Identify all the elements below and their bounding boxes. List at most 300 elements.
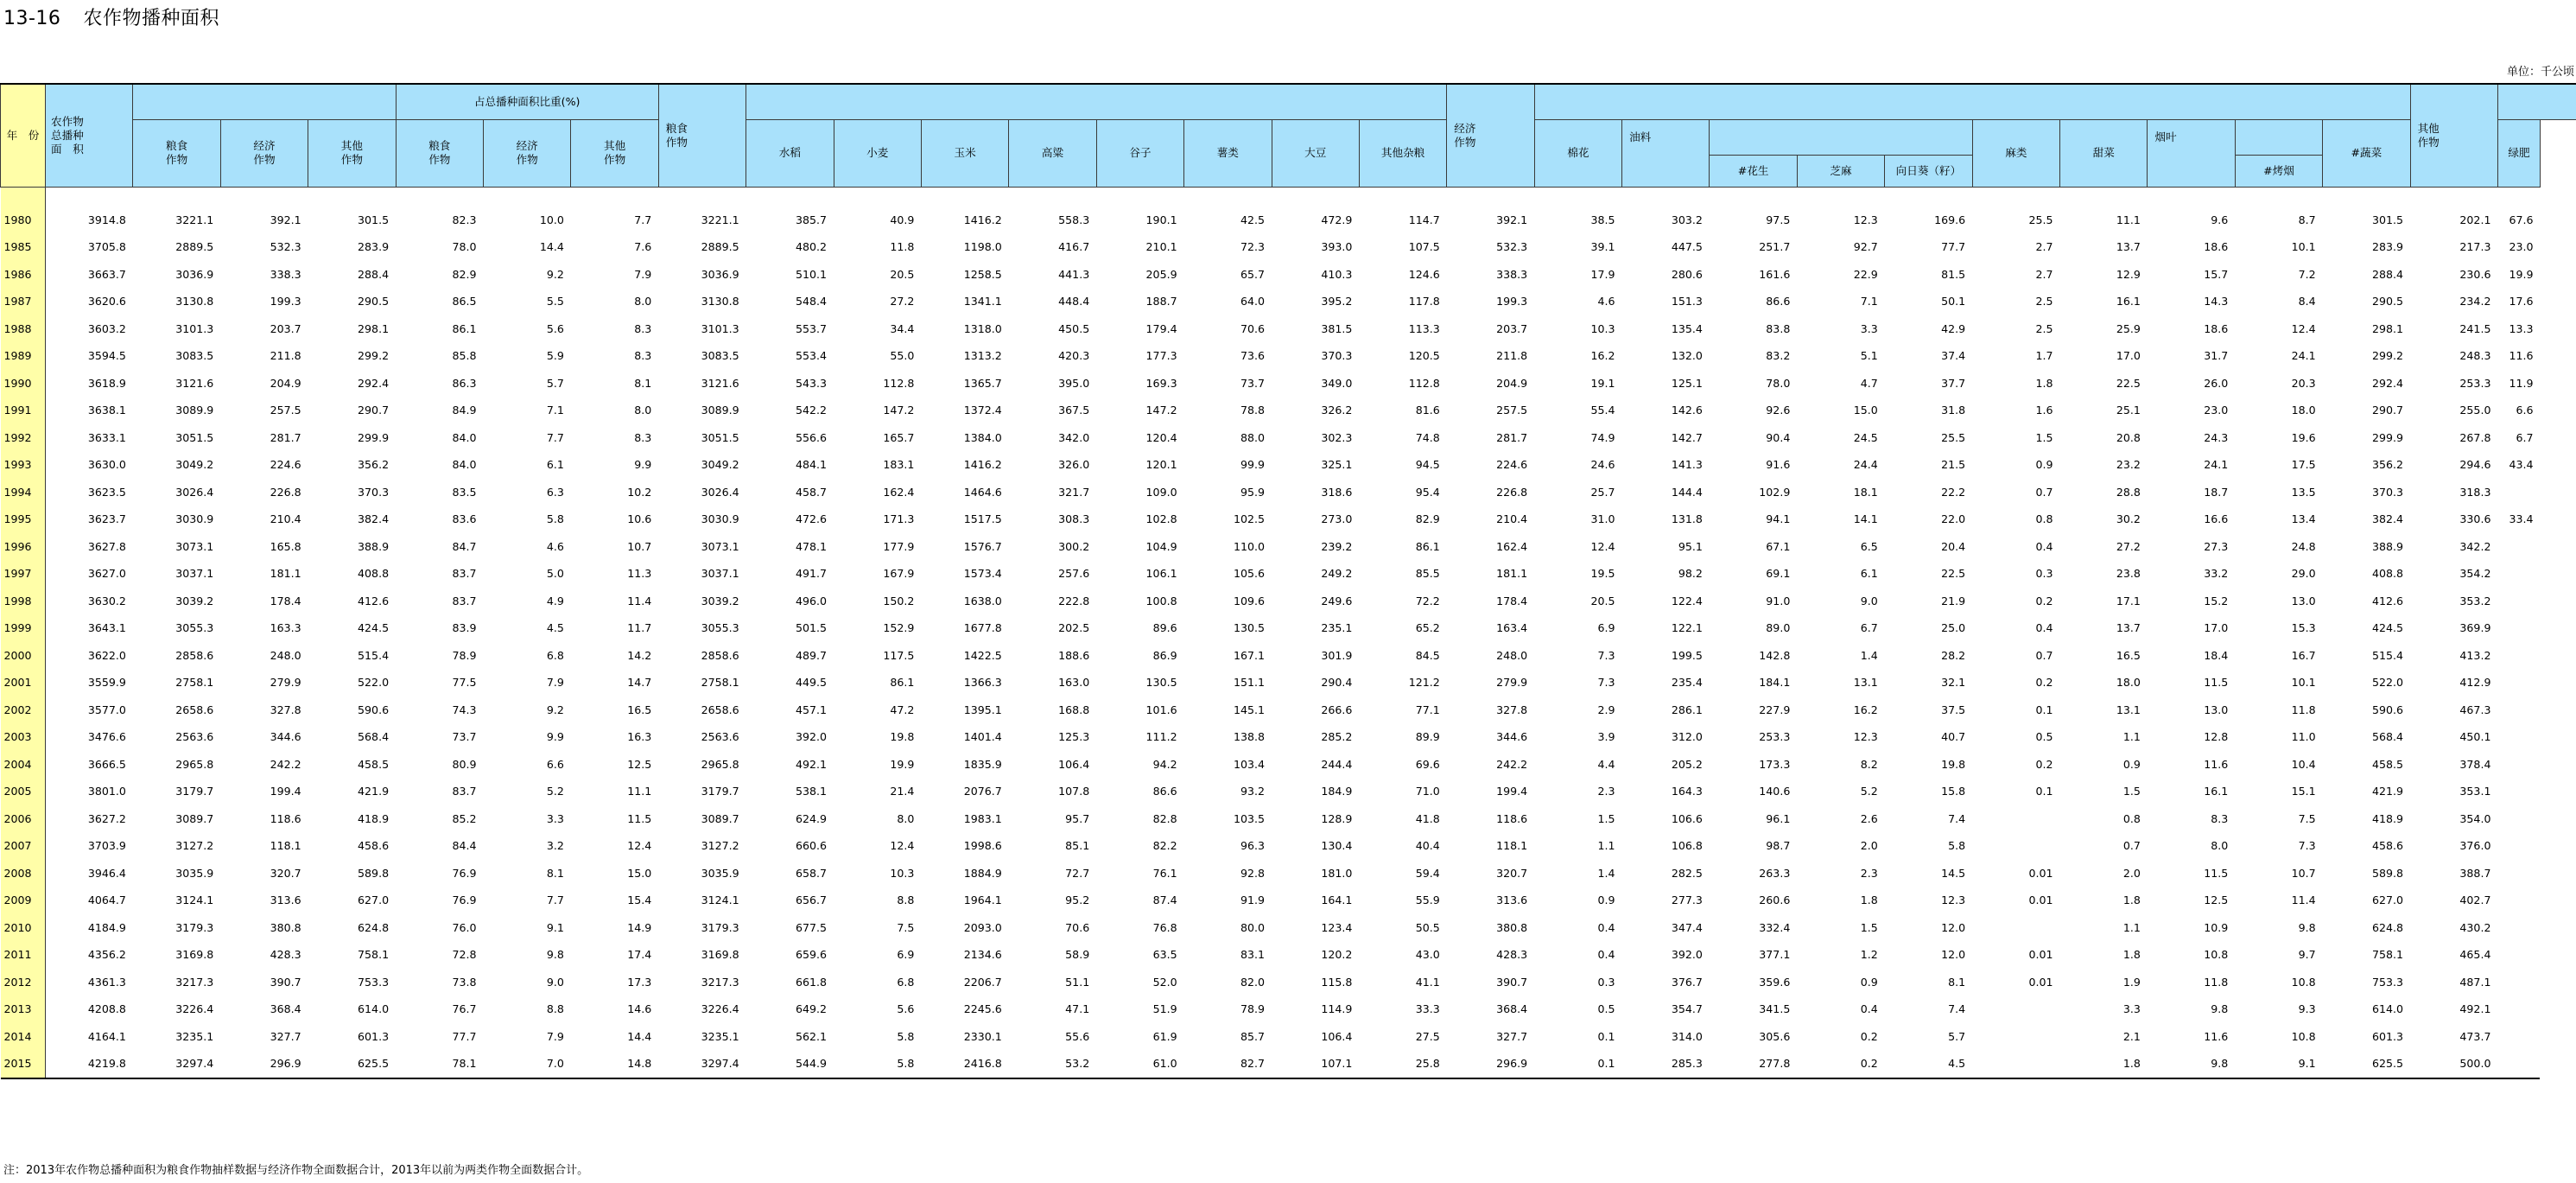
table-cell: 147.2: [1145, 404, 1177, 417]
table-cell: 179.4: [1145, 321, 1177, 335]
table-cell: 94.1: [1766, 512, 1791, 526]
table-row: [1, 288, 2576, 315]
table-cell: 0.1: [2035, 785, 2053, 798]
table-cell: 285.3: [1622, 1050, 1710, 1078]
table-cell: 489.7: [795, 648, 828, 662]
table-cell: 11.6: [2509, 349, 2534, 363]
table-cell: 165.7: [883, 430, 915, 444]
table-cell: 95.1: [1678, 539, 1703, 553]
table-cell: 226.8: [270, 485, 301, 499]
table-cell: 2965.8: [175, 757, 214, 771]
table-cell: 1.8: [2060, 1050, 2148, 1078]
table-cell: 4184.9: [87, 920, 126, 934]
table-cell: 273.0: [1321, 512, 1353, 526]
table-cell: 2889.5: [175, 240, 214, 254]
table-cell: 25.1: [2116, 404, 2141, 417]
table-cell: [2497, 778, 2540, 805]
table-cell: 21.5: [1941, 458, 1966, 472]
table-cell: 2.0: [1860, 839, 1878, 853]
table-cell: 98.7: [1766, 839, 1791, 853]
table-cell: 2.3: [1597, 785, 1615, 798]
table-cell: 10.9: [2204, 920, 2229, 934]
table-cell: 130.5: [1233, 621, 1265, 635]
table-cell: 3801.0: [87, 785, 126, 798]
table-cell: 16.7: [2291, 648, 2316, 662]
table-cell: 15.3: [2291, 621, 2316, 635]
table-cell: 299.2: [2372, 349, 2404, 363]
table-cell: 388.7: [2459, 866, 2491, 880]
table-cell: 17.9: [1590, 267, 1615, 281]
table-cell: 359.6: [1759, 975, 1791, 989]
year-cell: 2001: [1, 669, 46, 696]
table-cell: 1198.0: [963, 240, 1002, 254]
table-cell: 8.8: [546, 1002, 564, 1016]
header-grain: 粮食 作物: [133, 119, 220, 187]
table-cell: [2497, 560, 2540, 588]
table-cell: 20.3: [2291, 376, 2316, 390]
table-cell: 589.8: [358, 866, 390, 880]
table-cell: 257.5: [270, 404, 301, 417]
year-cell: 2009: [1, 887, 46, 914]
table-cell: 165.8: [270, 539, 301, 553]
table-cell: 70.6: [1240, 321, 1265, 335]
header-grain2: 粮食 作物: [658, 84, 746, 187]
table-cell: 86.1: [1415, 539, 1440, 553]
table-cell: 2206.7: [963, 975, 1002, 989]
table-cell: 83.7: [452, 594, 477, 607]
table-title: [3, 3, 219, 30]
table-cell: 11.4: [2291, 894, 2316, 907]
table-cell: 13.1: [2116, 703, 2141, 716]
table-cell: 86.6: [1766, 295, 1791, 308]
table-cell: 74.3: [452, 703, 477, 716]
table-cell: 205.2: [1671, 757, 1703, 771]
table-cell: 1.7: [2035, 349, 2053, 363]
table-cell: 279.9: [1496, 676, 1528, 690]
table-cell: 3914.8: [87, 213, 126, 226]
table-cell: 614.0: [2372, 1002, 2404, 1016]
table-cell: 1341.1: [963, 295, 1002, 308]
table-cell: 11.1: [627, 785, 652, 798]
table-cell: 301.5: [358, 213, 390, 226]
table-cell: 12.5: [2204, 894, 2229, 907]
table-cell: 47.2: [890, 703, 915, 716]
table-cell: 2134.6: [963, 948, 1002, 962]
table-cell: 290.4: [1321, 676, 1353, 690]
table-cell: 84.0: [452, 430, 477, 444]
table-cell: 67.1: [1766, 539, 1791, 553]
table-cell: 31.7: [2204, 349, 2229, 363]
table-cell: 542.2: [795, 404, 828, 417]
table-cell: [2497, 1050, 2540, 1078]
table-cell: 1395.1: [963, 703, 1002, 716]
table-cell: 2245.6: [963, 1002, 1002, 1016]
table-cell: 368.4: [270, 1002, 301, 1016]
table-cell: 125.3: [1058, 730, 1090, 744]
table-cell: 285.2: [1321, 730, 1353, 744]
table-cell: 92.7: [1853, 240, 1878, 254]
table-cell: 199.4: [270, 785, 301, 798]
table-cell: 65.2: [1415, 621, 1440, 635]
table-cell: 10.0: [539, 213, 564, 226]
table-cell: 11.6: [2204, 1029, 2229, 1043]
table-cell: 5.6: [897, 1002, 915, 1016]
table-cell: 8.0: [2211, 839, 2229, 853]
table-cell: 0.4: [1860, 1002, 1878, 1016]
table-cell: 320.7: [1496, 866, 1528, 880]
table-cell: 17.4: [627, 948, 652, 962]
table-cell: 1.1: [1597, 839, 1615, 853]
table-cell: 3627.8: [87, 539, 126, 553]
table-cell: 6.9: [1597, 621, 1615, 635]
table-cell: 458.5: [358, 757, 390, 771]
table-cell: 16.3: [627, 730, 652, 744]
table-cell: 19.9: [2509, 267, 2534, 281]
table-cell: 8.0: [634, 295, 652, 308]
table-cell: 50.1: [1941, 295, 1966, 308]
table-cell: 205.9: [1145, 267, 1177, 281]
table-cell: 8.4: [2298, 295, 2316, 308]
table-cell: 117.8: [1408, 295, 1440, 308]
table-cell: 381.5: [1321, 321, 1353, 335]
table-cell: 83.9: [452, 621, 477, 635]
table-cell: 3089.9: [175, 404, 214, 417]
table-row: [1, 914, 2576, 942]
table-cell: 2758.1: [175, 676, 214, 690]
table-cell: 40.9: [890, 213, 915, 226]
table-cell: 8.3: [2211, 811, 2229, 825]
year-cell: 1998: [1, 588, 46, 615]
table-cell: 135.4: [1671, 321, 1703, 335]
table-cell: 418.9: [2372, 811, 2404, 825]
table-cell: 1.1: [2122, 730, 2141, 744]
table-cell: 83.1: [1240, 948, 1265, 962]
table-cell: 1.5: [2122, 785, 2141, 798]
header-tubers: 薯类: [1184, 119, 1272, 187]
table-cell: 288.4: [358, 267, 390, 281]
table-cell: 3603.2: [87, 321, 126, 335]
table-cell: 0.4: [2035, 621, 2053, 635]
table-cell: 661.8: [795, 975, 828, 989]
table-cell: 625.5: [308, 1050, 396, 1078]
table-cell: 1.8: [1860, 894, 1878, 907]
table-cell: 114.7: [1408, 213, 1440, 226]
table-row: [1, 614, 2576, 642]
table-row: [1, 533, 2576, 561]
table-cell: 2563.6: [175, 730, 214, 744]
table-cell: 106.4: [1321, 1029, 1353, 1043]
table-cell: 303.2: [1671, 213, 1703, 226]
table-cell: 40.4: [1415, 839, 1440, 853]
table-cell: 562.1: [795, 1029, 828, 1043]
table-cell: 349.0: [1321, 376, 1353, 390]
table-cell: 6.1: [1860, 567, 1878, 581]
table-cell: 98.2: [1678, 567, 1703, 581]
table-cell: 11.8: [2204, 975, 2229, 989]
table-cell: 4.4: [1597, 757, 1615, 771]
table-cell: 3026.4: [701, 485, 739, 499]
table-cell: 33.4: [2509, 512, 2534, 526]
table-cell: 9.9: [634, 458, 652, 472]
table-cell: 3.2: [546, 839, 564, 853]
table-cell: 478.1: [795, 539, 828, 553]
table-cell: 3121.6: [701, 376, 739, 390]
table-cell: 3946.4: [87, 866, 126, 880]
table-cell: 76.1: [1152, 866, 1177, 880]
table-cell: 3623.7: [87, 512, 126, 526]
table-cell: 382.4: [2372, 512, 2404, 526]
table-cell: 3627.2: [87, 811, 126, 825]
table-cell: 102.5: [1233, 512, 1265, 526]
table-cell: 299.2: [358, 349, 390, 363]
table-cell: 23.8: [2116, 567, 2141, 581]
header-sunflower: 向日葵（籽）: [1885, 155, 1972, 187]
table-cell: 234.2: [2459, 295, 2491, 308]
table-cell: 3124.1: [701, 894, 739, 907]
table-cell: 41.8: [1415, 811, 1440, 825]
table-cell: 2093.0: [963, 920, 1002, 934]
table-cell: 1.1: [2122, 920, 2141, 934]
table-cell: 37.5: [1941, 703, 1966, 716]
table-cell: 13.0: [2204, 703, 2229, 716]
table-cell: 141.3: [1671, 458, 1703, 472]
table-cell: 2.3: [1860, 866, 1878, 880]
unit-label: 单位：千公顷: [2506, 66, 2574, 79]
table-cell: 369.9: [2459, 621, 2491, 635]
table-cell: 63.5: [1152, 948, 1177, 962]
table-cell: 408.8: [358, 567, 390, 581]
table-cell: 1318.0: [963, 321, 1002, 335]
table-cell: 97.5: [1766, 213, 1791, 226]
header-sesame: 芝麻: [1797, 155, 1884, 187]
table-cell: 282.5: [1671, 866, 1703, 880]
table-cell: 7.3: [1597, 648, 1615, 662]
table-cell: 376.7: [1671, 975, 1703, 989]
table-cell: 376.0: [2459, 839, 2491, 853]
table-row: [1, 233, 2576, 261]
table-cell: 388.9: [2372, 539, 2404, 553]
table-cell: 480.2: [795, 240, 828, 254]
table-cell: 64.0: [1240, 295, 1265, 308]
table-cell: 199.3: [1496, 295, 1528, 308]
table-cell: 3638.1: [87, 404, 126, 417]
table-cell: 2.7: [2035, 267, 2053, 281]
table-cell: 1313.2: [963, 349, 1002, 363]
table-cell: 11.6: [2204, 757, 2229, 771]
table-cell: 77.7: [1941, 240, 1966, 254]
table-cell: 11.8: [890, 240, 915, 254]
table-cell: [2497, 588, 2540, 615]
table-cell: 458.6: [2372, 839, 2404, 853]
table-cell: 73.7: [1240, 376, 1265, 390]
table-cell: 347.4: [1671, 920, 1703, 934]
header-peanut: #花生: [1710, 155, 1797, 187]
table-cell: 84.4: [452, 839, 477, 853]
table-cell: 3217.3: [175, 975, 214, 989]
table-cell: 73.8: [452, 975, 477, 989]
table-cell: 458.7: [795, 485, 828, 499]
table-cell: 85.2: [452, 811, 477, 825]
table-cell: 392.0: [795, 730, 828, 744]
table-cell: 300.2: [1058, 539, 1090, 553]
table-cell: 178.4: [270, 594, 301, 607]
header-corn: 玉米: [921, 119, 1008, 187]
table-cell: 1.8: [2122, 894, 2141, 907]
table-cell: 5.6: [546, 321, 564, 335]
table-cell: 43.0: [1415, 948, 1440, 962]
table-cell: 95.4: [1415, 485, 1440, 499]
year-cell: 1987: [1, 288, 46, 315]
table-cell: 2563.6: [701, 730, 739, 744]
table-cell: 86.6: [1152, 785, 1177, 798]
table-cell: 8.8: [897, 894, 915, 907]
table-cell: 177.9: [883, 539, 915, 553]
header-econ2: 经济 作物: [1447, 84, 1534, 187]
table-cell: [2497, 614, 2540, 642]
table-row: [1, 887, 2576, 914]
table-cell: 420.3: [1058, 349, 1090, 363]
table-cell: 244.4: [1321, 757, 1353, 771]
table-cell: 77.5: [452, 676, 477, 690]
table-cell: 14.1: [1853, 512, 1878, 526]
table-cell: 3101.3: [701, 321, 739, 335]
table-cell: 0.2: [1797, 1050, 1884, 1078]
table-cell: 1.6: [2035, 404, 2053, 417]
table-cell: 24.5: [1853, 430, 1878, 444]
table-cell: 510.1: [795, 267, 828, 281]
table-cell: 392.1: [270, 213, 301, 226]
table-cell: [1972, 805, 2059, 833]
year-cell: 1995: [1, 506, 46, 533]
table-cell: 9.9: [546, 730, 564, 744]
table-cell: 188.6: [1058, 648, 1090, 662]
table-cell: 81.6: [1415, 404, 1440, 417]
table-cell: 543.3: [795, 376, 828, 390]
table-cell: 22.2: [1941, 485, 1966, 499]
table-cell: 9.8: [2148, 1050, 2235, 1078]
table-cell: 10.4: [2291, 757, 2316, 771]
table-cell: 758.1: [358, 948, 390, 962]
table-cell: 356.2: [358, 458, 390, 472]
header-millet: 谷子: [1096, 119, 1183, 187]
table-cell: 568.4: [2372, 730, 2404, 744]
table-cell: 3666.5: [87, 757, 126, 771]
table-cell: 2658.6: [701, 703, 739, 716]
table-cell: 123.4: [1321, 920, 1353, 934]
table-cell: 107.8: [1058, 785, 1090, 798]
table-cell: 1998.6: [963, 839, 1002, 853]
table-cell: 1576.7: [963, 539, 1002, 553]
table-cell: 1416.2: [963, 213, 1002, 226]
table-cell: 14.9: [627, 920, 652, 934]
table-cell: 318.6: [1321, 485, 1353, 499]
table-cell: 235.1: [1321, 621, 1353, 635]
table-cell: 24.4: [1853, 458, 1878, 472]
year-cell: 2008: [1, 860, 46, 887]
table-cell: 428.3: [270, 948, 301, 962]
header-other2: 其他 作物: [2410, 84, 2497, 187]
table-cell: 25.7: [1590, 485, 1615, 499]
table-cell: 93.2: [1240, 785, 1265, 798]
table-cell: 242.2: [270, 757, 301, 771]
table-cell: 171.3: [883, 512, 915, 526]
table-cell: 210.1: [1145, 240, 1177, 254]
table-cell: 280.6: [1671, 267, 1703, 281]
table-cell: 94.5: [1415, 458, 1440, 472]
table-cell: 86.1: [890, 676, 915, 690]
table-cell: 5.7: [1948, 1029, 1966, 1043]
table-cell: 80.0: [1240, 920, 1265, 934]
table-cell: 235.4: [1671, 676, 1703, 690]
table-cell: 85.7: [1240, 1029, 1265, 1043]
table-cell: 290.5: [2372, 295, 2404, 308]
table-cell: 8.1: [634, 376, 652, 390]
table-cell: 301.5: [2372, 213, 2404, 226]
table-cell: 69.1: [1766, 567, 1791, 581]
table-cell: 2889.5: [701, 240, 739, 254]
header-wheat: 小麦: [834, 119, 921, 187]
table-cell: 144.4: [1671, 485, 1703, 499]
table-cell: 86.1: [452, 321, 477, 335]
year-cell: 1993: [1, 451, 46, 479]
table-cell: [1972, 1050, 2059, 1078]
table-cell: 13.7: [2116, 621, 2141, 635]
table-cell: 3297.4: [658, 1050, 746, 1078]
table-cell: 120.5: [1408, 349, 1440, 363]
table-cell: 92.8: [1240, 866, 1265, 880]
table-cell: 0.5: [2035, 730, 2053, 744]
table-cell: 408.8: [2372, 567, 2404, 581]
table-cell: 96.1: [1766, 811, 1791, 825]
table-cell: 7.9: [634, 267, 652, 281]
table-cell: 1.5: [1597, 811, 1615, 825]
table-cell: 28.2: [1941, 648, 1966, 662]
table-cell: [2497, 533, 2540, 561]
table-cell: [2497, 723, 2540, 751]
table-cell: 522.0: [358, 676, 390, 690]
table-cell: 203.7: [270, 321, 301, 335]
table-cell: 82.7: [1184, 1050, 1272, 1078]
table-cell: 59.4: [1415, 866, 1440, 880]
table-cell: 354.2: [2459, 567, 2491, 581]
table-row: [1, 832, 2576, 860]
table-cell: 6.8: [897, 975, 915, 989]
table-cell: 121.2: [1408, 676, 1440, 690]
year-cell: 2011: [1, 941, 46, 969]
header-blank-2: [746, 84, 1447, 119]
table-cell: 4356.2: [87, 948, 126, 962]
table-cell: 8.7: [2298, 213, 2316, 226]
table-row: [1, 315, 2576, 343]
table-cell: 12.3: [1853, 213, 1878, 226]
table-cell: 13.7: [2116, 240, 2141, 254]
table-cell: 302.3: [1321, 430, 1353, 444]
table-cell: 142.7: [1671, 430, 1703, 444]
table-cell: 67.6: [2509, 213, 2534, 226]
table-cell: 5.1: [1860, 349, 1878, 363]
header-cotton: 棉花: [1534, 119, 1621, 187]
table-cell: 1964.1: [963, 894, 1002, 907]
table-cell: 320.7: [270, 866, 301, 880]
table-cell: 224.6: [1496, 458, 1528, 472]
table-cell: 299.9: [2372, 430, 2404, 444]
table-cell: 76.9: [452, 866, 477, 880]
table-cell: 106.8: [1671, 839, 1703, 853]
table-cell: 2416.8: [921, 1050, 1008, 1078]
table-cell: 9.1: [2235, 1050, 2322, 1078]
table-cell: 267.8: [2459, 430, 2491, 444]
table-cell: 83.7: [452, 567, 477, 581]
